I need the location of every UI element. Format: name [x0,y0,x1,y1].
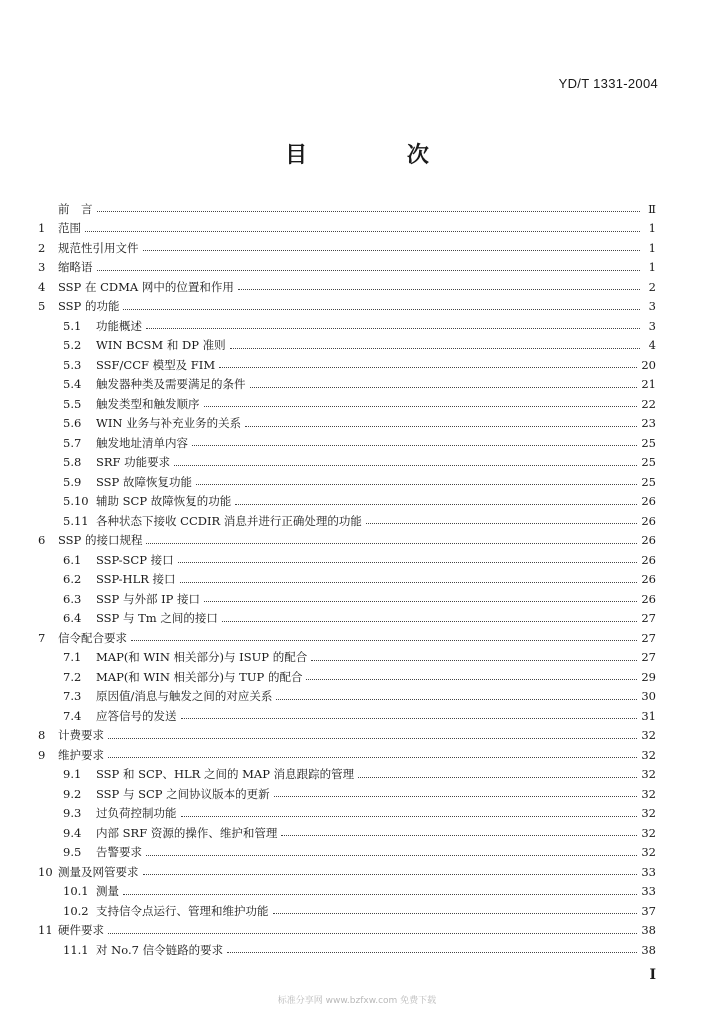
toc-entry[interactable] [38,394,656,414]
watermark: 标准分享网 www.bzfxw.com 免费下载 [277,996,437,1006]
toc-entry-number: 6.2 [63,572,82,587]
toc-entry-number: 10 [38,864,53,879]
toc-entry-page: 26 [641,552,656,567]
toc-entry-title: MAP(和 WIN 相关部分)与 ISUP 的配合 [96,650,308,665]
dot-leader [311,660,637,661]
document-code: YD/T 1331-2004 [558,76,658,91]
toc-entry-page: 1 [648,221,656,236]
toc-entry[interactable] [38,414,656,434]
toc-entry[interactable] [38,550,656,570]
page-title: 目 次 [285,143,475,168]
toc-entry-page: 1 [648,240,656,255]
toc-entry-title: 功能概述 [96,318,142,333]
toc-entry[interactable] [38,862,656,882]
toc-entry-number: 5.11 [63,513,89,528]
toc-entry-number: 9.3 [63,806,82,821]
toc-entry-number: 5.1 [63,318,82,333]
toc-entry-number: 9.1 [63,767,82,782]
toc-entry-title: 维护要求 [58,747,104,762]
dot-leader [97,270,641,271]
toc-entry-title: 缩略语 [58,260,93,275]
toc-entry-page: 23 [641,416,656,431]
toc-entry-number: 10.2 [63,903,89,918]
toc-entry[interactable] [38,570,656,590]
dot-leader [146,543,637,544]
toc-entry[interactable] [38,804,656,824]
dot-leader [97,211,641,212]
toc-entry[interactable] [38,258,656,278]
toc-entry[interactable] [38,472,656,492]
toc-entry[interactable] [38,219,656,239]
toc-entry-page: 4 [648,338,656,353]
toc-entry-number: 6 [38,533,46,548]
dot-leader [245,426,637,427]
toc-entry-title: 触发类型和触发顺序 [96,396,200,411]
dot-leader [306,679,637,680]
toc-entry-title: 辅助 SCP 故障恢复的功能 [96,494,232,509]
toc-entry-page: 26 [641,494,656,509]
toc-entry[interactable] [38,667,656,687]
toc-entry-number: 6.3 [63,591,82,606]
toc-entry-page: 3 [648,299,656,314]
toc-entry-number: 10.1 [63,884,89,899]
toc-entry-title: SSP 的功能 [58,299,120,314]
toc-entry-page: 21 [641,377,656,392]
toc-entry-title: SSP-HLR 接口 [96,572,176,587]
toc-entry[interactable] [38,687,656,707]
toc-entry-page: 27 [641,611,656,626]
toc-entry[interactable] [38,277,656,297]
toc-entry[interactable] [38,745,656,765]
toc-entry-page: 38 [641,923,656,938]
toc-entry[interactable] [38,940,656,960]
dot-leader [143,250,641,251]
toc-entry[interactable] [38,531,656,551]
toc-entry[interactable] [38,238,656,258]
toc-entry[interactable] [38,316,656,336]
toc-entry-page: 38 [641,942,656,957]
toc-entry-number: 2 [38,240,46,255]
toc-entry-number: 9.5 [63,845,82,860]
toc-entry-number: 7.4 [63,708,82,723]
table-of-contents [38,199,656,960]
toc-entry-page: 32 [641,747,656,762]
toc-entry-page: 20 [641,357,656,372]
toc-entry-number: 11 [38,923,53,938]
toc-entry-title: 对 No.7 信令链路的要求 [96,942,224,957]
dot-leader [230,348,640,349]
toc-entry-title: 各种状态下接收 CCDIR 消息并进行正确处理的功能 [96,513,362,528]
toc-entry[interactable] [38,784,656,804]
toc-entry-title: 应答信号的发送 [96,708,177,723]
dot-leader [196,484,637,485]
dot-leader [181,718,638,719]
toc-entry-page: 29 [641,669,656,684]
toc-entry[interactable] [38,355,656,375]
toc-entry-title: SSP 在 CDMA 网中的位置和作用 [58,279,234,294]
toc-entry-title: 范围 [58,221,81,236]
toc-entry-title: 过负荷控制功能 [96,806,177,821]
toc-entry[interactable] [38,901,656,921]
toc-entry-number: 5.4 [63,377,82,392]
toc-entry-page: 32 [641,728,656,743]
dot-leader [358,777,637,778]
toc-entry-title: 测量及网管要求 [58,864,139,879]
toc-entry-number: 7.3 [63,689,82,704]
toc-entry-title: 告警要求 [96,845,142,860]
toc-entry-page: 3 [648,318,656,333]
toc-entry-number: 5.7 [63,435,82,450]
toc-entry-title: 内部 SRF 资源的操作、维护和管理 [96,825,278,840]
toc-entry-title: SSP-SCP 接口 [96,552,174,567]
toc-entry-title: 硬件要求 [58,923,104,938]
dot-leader [274,796,638,797]
toc-entry[interactable] [38,433,656,453]
toc-entry-number: 8 [38,728,46,743]
dot-leader [174,465,637,466]
toc-entry-page: 27 [641,650,656,665]
toc-entry-title: 前 言 [58,201,93,216]
toc-entry[interactable] [38,648,656,668]
toc-entry-page: 25 [641,474,656,489]
toc-entry-number: 5.6 [63,416,82,431]
dot-leader [204,601,637,602]
toc-entry-page: 26 [641,513,656,528]
dot-leader [204,406,638,407]
toc-entry-number: 9.4 [63,825,82,840]
toc-entry-title: 触发地址清单内容 [96,435,188,450]
toc-entry-page: 37 [641,903,656,918]
page-number: I [649,967,656,983]
toc-entry-title: SSP 与 SCP 之间协议版本的更新 [96,786,270,801]
toc-entry[interactable] [38,511,656,531]
toc-entry[interactable] [38,921,656,941]
toc-entry[interactable] [38,297,656,317]
toc-entry-title: MAP(和 WIN 相关部分)与 TUP 的配合 [96,669,303,684]
toc-entry-title: SRF 功能要求 [96,455,171,470]
toc-entry-title: SSP 和 SCP、HLR 之间的 MAP 消息跟踪的管理 [96,767,355,782]
dot-leader [123,309,640,310]
dot-leader [108,757,637,758]
toc-entry[interactable] [38,823,656,843]
toc-entry[interactable] [38,375,656,395]
toc-entry[interactable] [38,589,656,609]
toc-entry-page: 31 [641,708,656,723]
toc-entry-page: 25 [641,435,656,450]
toc-entry-number: 7.1 [63,650,82,665]
dot-leader [276,699,637,700]
toc-entry-page: 30 [641,689,656,704]
toc-entry-title: 信令配合要求 [58,630,127,645]
toc-entry[interactable] [38,336,656,356]
toc-entry-page: 33 [641,884,656,899]
toc-entry-page: 32 [641,806,656,821]
toc-entry-number: 5.10 [63,494,89,509]
toc-entry[interactable] [38,199,656,219]
toc-entry-title: 测量 [96,884,119,899]
dot-leader [281,835,637,836]
dot-leader [181,816,638,817]
toc-entry[interactable] [38,628,656,648]
toc-entry-title: SSP 故障恢复功能 [96,474,192,489]
toc-entry[interactable] [38,492,656,512]
toc-entry-number: 5.8 [63,455,82,470]
dot-leader [178,562,638,563]
toc-entry-number: 6.1 [63,552,82,567]
toc-entry-number: 5.5 [63,396,82,411]
dot-leader [235,504,637,505]
toc-entry[interactable] [38,882,656,902]
toc-entry-page: 27 [641,630,656,645]
dot-leader [131,640,637,641]
dot-leader [146,328,640,329]
dot-leader [238,289,640,290]
toc-entry[interactable] [38,453,656,473]
toc-entry-page: Ⅱ [648,201,656,216]
toc-entry-title: SSP 的接口规程 [58,533,143,548]
toc-entry-page: 26 [641,591,656,606]
toc-entry-page: 26 [641,572,656,587]
toc-entry-number: 1 [38,221,46,236]
dot-leader [180,582,638,583]
toc-entry-number: 11.1 [63,942,89,957]
toc-entry-number: 9.2 [63,786,82,801]
toc-entry-number: 7.2 [63,669,82,684]
toc-entry-title: 原因值/消息与触发之间的对应关系 [96,689,273,704]
toc-entry-number: 5.9 [63,474,82,489]
toc-entry-title: SSF/CCF 模型及 FIM [96,357,216,372]
toc-entry-number: 4 [38,279,46,294]
toc-entry-number: 5.3 [63,357,82,372]
dot-leader [108,738,637,739]
toc-entry-number: 9 [38,747,46,762]
dot-leader [85,231,640,232]
toc-entry[interactable] [38,765,656,785]
dot-leader [192,445,637,446]
toc-entry-page: 1 [648,260,656,275]
toc-entry-number: 5 [38,299,46,314]
toc-entry-title: WIN BCSM 和 DP 准则 [96,338,226,353]
toc-entry-title: SSP 与外部 IP 接口 [96,591,201,606]
toc-entry-page: 22 [641,396,656,411]
dot-leader [222,621,638,622]
dot-leader [108,933,637,934]
toc-entry-title: SSP 与 Tm 之间的接口 [96,611,218,626]
toc-entry-title: 触发器种类及需要满足的条件 [96,377,246,392]
dot-leader [227,952,637,953]
toc-entry-page: 32 [641,786,656,801]
toc-entry-page: 32 [641,767,656,782]
toc-entry-page: 25 [641,455,656,470]
toc-entry-title: 支持信令点运行、管理和维护功能 [96,903,269,918]
toc-entry-title: 规范性引用文件 [58,240,139,255]
toc-entry-number: 3 [38,260,46,275]
dot-leader [273,913,638,914]
dot-leader [219,367,637,368]
toc-entry-number: 5.2 [63,338,82,353]
toc-entry-number: 6.4 [63,611,82,626]
toc-entry-page: 33 [641,864,656,879]
toc-entry[interactable] [38,706,656,726]
toc-entry-page: 32 [641,845,656,860]
toc-entry-page: 26 [641,533,656,548]
dot-leader [123,894,637,895]
dot-leader [366,523,638,524]
toc-entry-page: 32 [641,825,656,840]
dot-leader [250,387,638,388]
dot-leader [143,874,638,875]
dot-leader [146,855,637,856]
toc-entry[interactable] [38,726,656,746]
toc-entry[interactable] [38,609,656,629]
toc-entry-page: 2 [648,279,656,294]
toc-entry-number: 7 [38,630,46,645]
toc-entry-title: 计费要求 [58,728,104,743]
toc-entry-title: WIN 业务与补充业务的关系 [96,416,242,431]
toc-entry[interactable] [38,843,656,863]
